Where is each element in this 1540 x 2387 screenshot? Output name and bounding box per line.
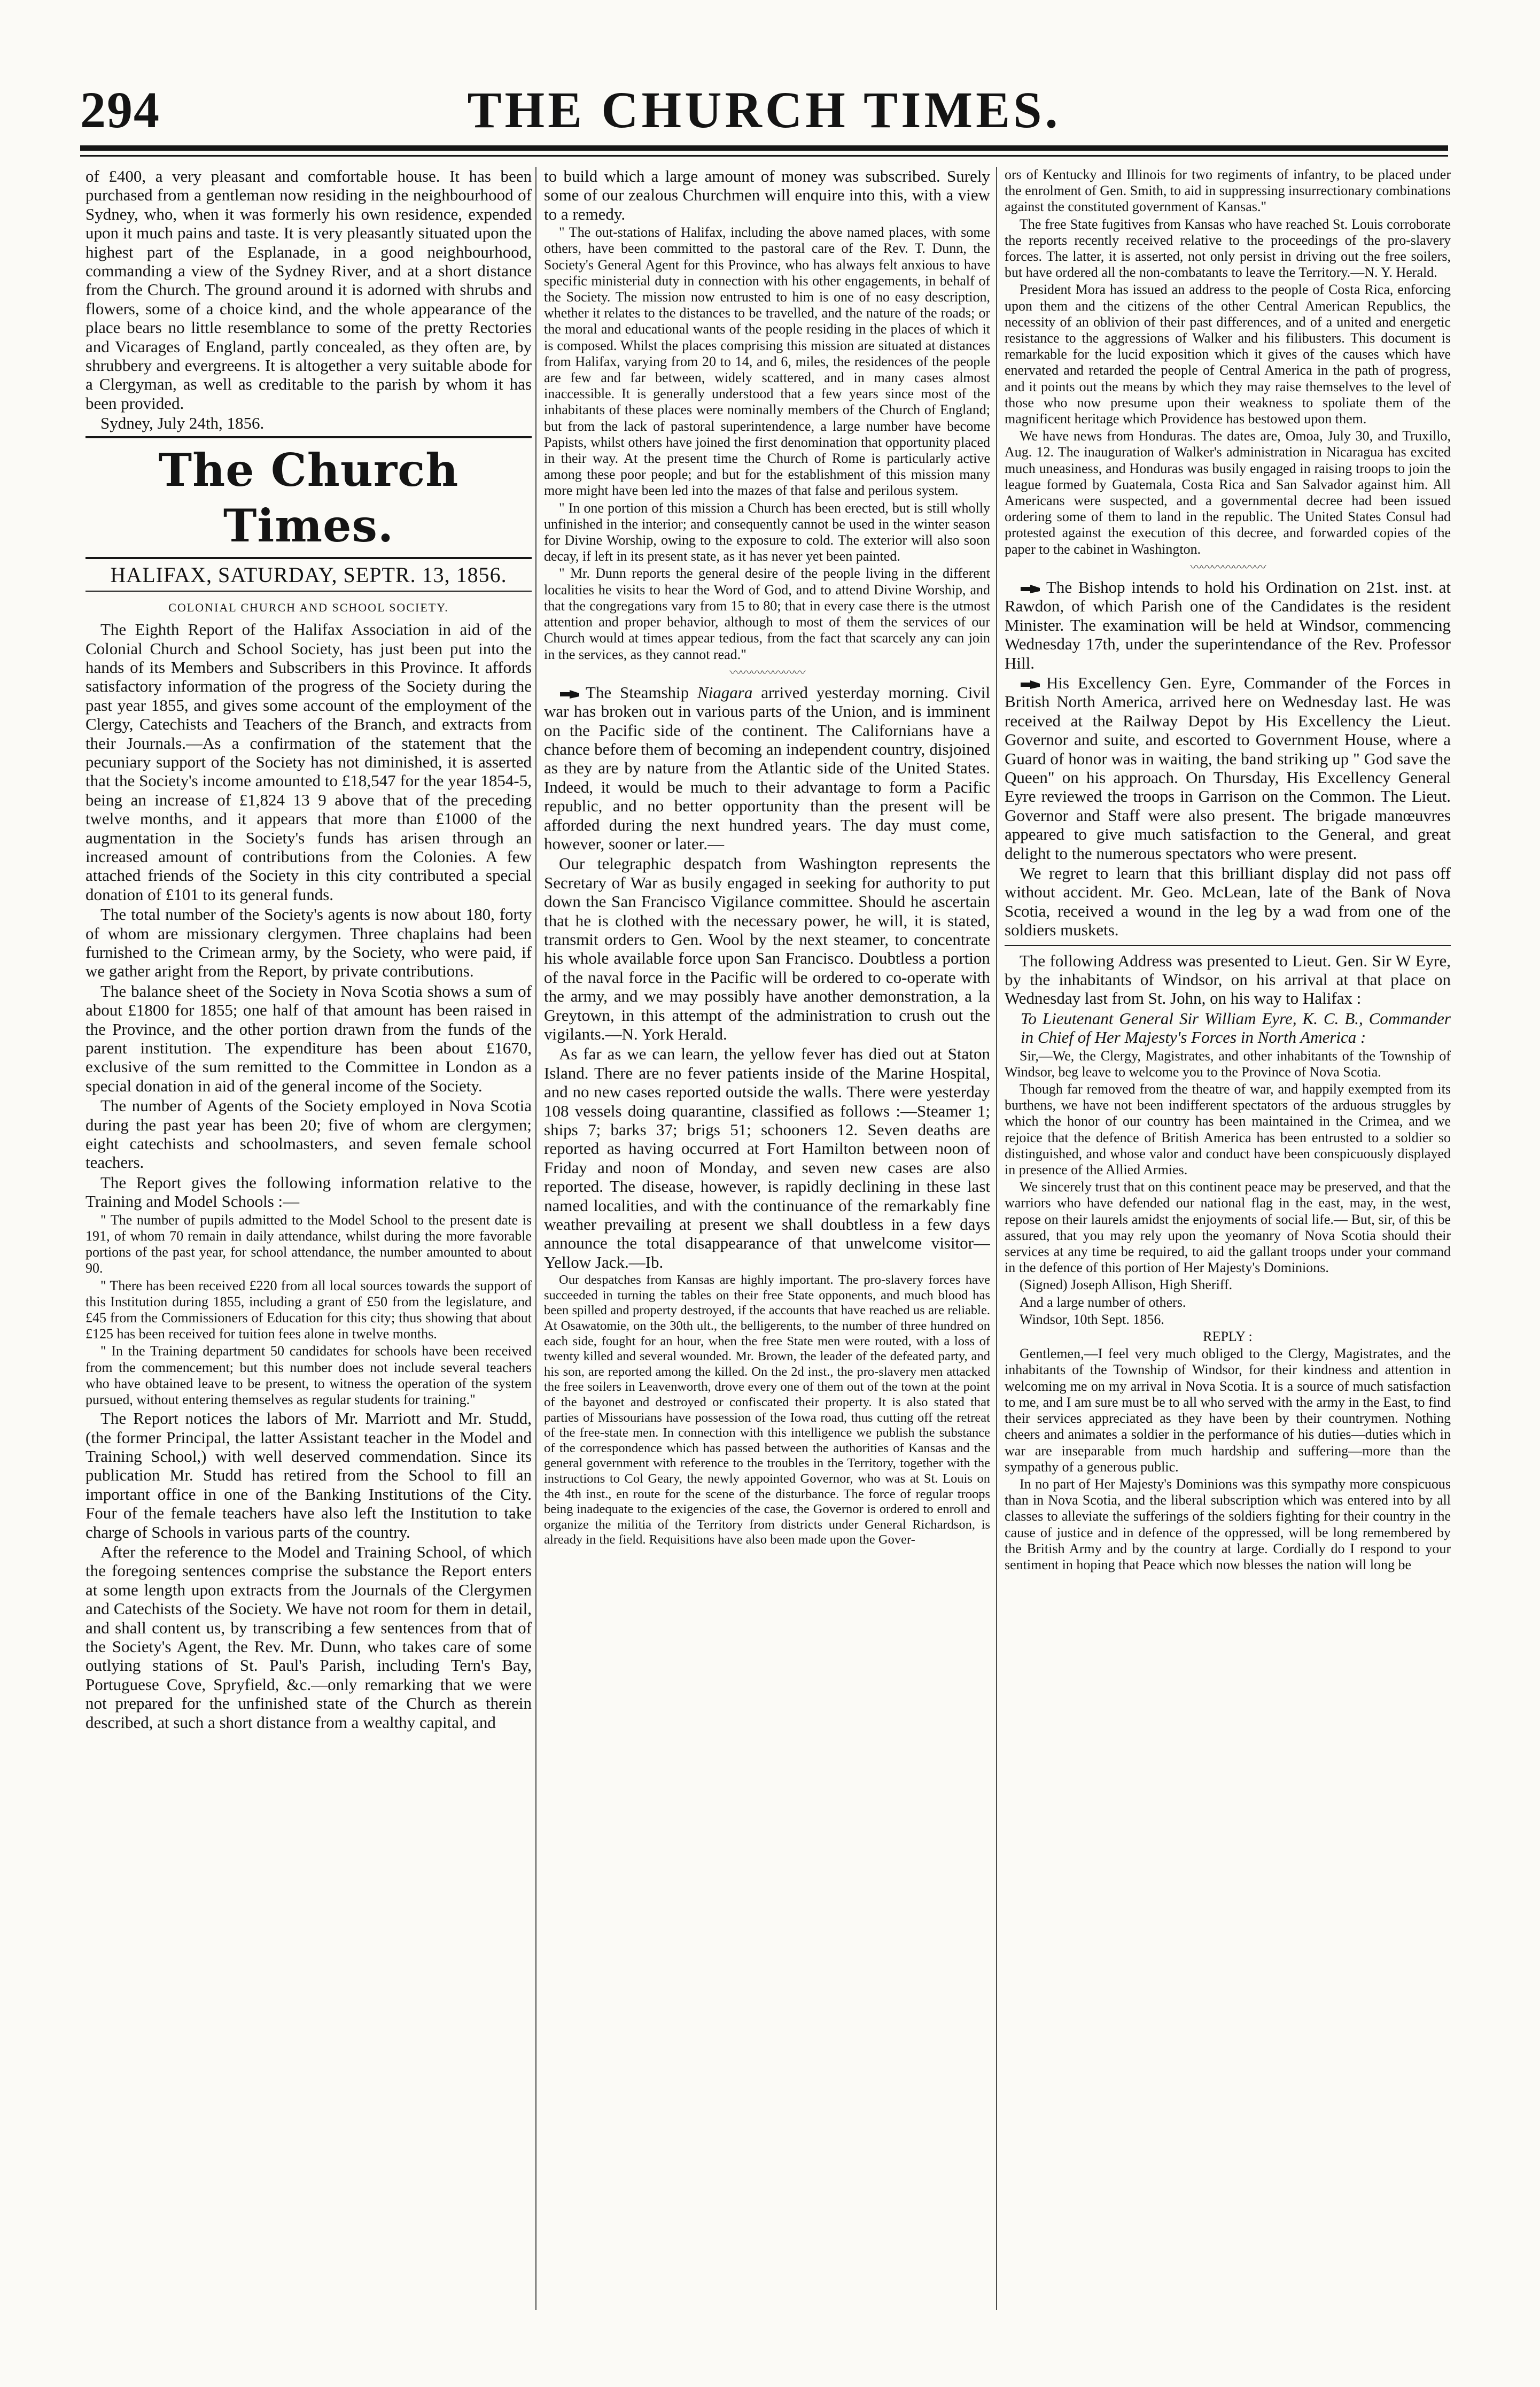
article-paragraph: The Report notices the labors of Mr. Marriott and Mr. Studd, (the former Principal, the latter Assistant teacher in the Model and Training School,) with well deserved commendation. Since its publication Mr. Studd has retired from the School to fill an important office in one of the Banking Institutions of the City. Four of the female teachers have also left the Institution to take charge of Schools in various parts of the country.	[85, 1409, 532, 1541]
news-item-lead: The Steamship	[586, 683, 689, 702]
column-divider	[535, 167, 536, 2310]
place-date: Windsor, 10th Sept. 1856.	[1020, 1311, 1164, 1327]
pointing-hand-icon	[1020, 583, 1042, 595]
header-rule-thick	[80, 145, 1448, 151]
reply-paragraph: Gentlemen,—I feel very much obliged to the Clergy, Magistrates, and the inhabitants of the Township of Windsor, for their kindness and attention in welcoming me on my arrival in Nova Scotia. It is a source of much satisfaction to me, and I am sure must be to all who served with the army in the East, to find their services appreciated as they have been by their countrymen. Nothing cheers and animates a soldier in the performance of his duties—duties which in war are inseparable from much hardship and suffering—more than the sympathy of a generous public.	[1005, 1346, 1451, 1475]
separator-ornament: 〰〰〰〰〰〰〰	[729, 665, 805, 679]
address-paragraph: Though far removed from the theatre of war, and happily exempted from its burthens, we have not been indifferent spectators of the arduous struggles by which the honor of our country has been maintained in the Crimea, and we rejoice that the defence of British America has been entrusted to a soldier so distinguished, and whose valor and conduct have been conspicuously displayed in presence of the Allied Armies.	[1005, 1081, 1451, 1178]
signatories-note: And a large number of others.	[1020, 1294, 1186, 1310]
address-paragraph: Sir,—We, the Clergy, Magistrates, and other inhabitants of the Township of Windsor, beg leave to welcome you to the Province of Nova Scotia.	[1005, 1048, 1451, 1080]
separator-rule	[1005, 945, 1451, 946]
page-number: 294	[80, 81, 160, 138]
quoted-paragraph: " Mr. Dunn reports the general desire of the people living in the different localities he visits to hear the Word of God, and to attend Divine Worship, and that the congregations vary from 15 to 80; that in every case there is the utmost attention and proper behavior, although to most of them the services of our Church would at times appear tedious, from the fact that scarcely any can join in the services, as they cannot read."	[544, 565, 990, 662]
quoted-paragraph: " The number of pupils admitted to the Model School to the present date is 191, of whom 70 remain in daily attendance, whilst during the more favorable portions of the past year, for school attendance, the number amounted to about 90.	[85, 1212, 532, 1276]
quoted-paragraph: " In the Training department 50 candidates for schools have been received from the commencement; but this number does not include several teachers who have obtained leave to be present, to witness the operation of the system pursued, without entering themselves as regular students for training."	[85, 1343, 532, 1407]
masthead-rule	[85, 557, 532, 559]
article-paragraph: The free State fugitives from Kansas who have reached St. Louis corroborate the reports recently received relative to the proceedings of the pro-slavery forces. The latter, it is asserted, not only persist in driving out the free soilers, but have ordered all the non-combatants to leave the Territory.—N. Y. Herald.	[1005, 216, 1451, 281]
dateline-rule	[85, 591, 532, 592]
article-paragraph: The following Address was presented to Lieut. Gen. Sir W Eyre, by the inhabitants of Windsor, on his arrival at that place on Wednesday last from St. John, on his way to Halifax :	[1005, 951, 1451, 1008]
news-item	[544, 683, 990, 854]
signature: (Signed) Joseph Allison, High Sheriff.	[1020, 1277, 1233, 1293]
pointing-hand-icon	[1020, 678, 1042, 691]
address-paragraph: We sincerely trust that on this continent peace may be preserved, and that the warriors who have defended our national flag in the east, may, in the west, repose on their laurels amidst the enjoyments of social life.— But, sir, of this be assured, that you may rely upon the yeomanry of Nova Scotia should their services at any time be required, to aid the gallant troops under your command in the defence of this portion of Her Majesty's Dominions.	[1005, 1179, 1451, 1276]
article-continuation: to build which a large amount of money was subscribed. Surely some of our zealous Churchmen will enquire into this, with a view to a remedy.	[544, 167, 990, 223]
pointing-hand-icon	[559, 688, 581, 701]
address-salutation: To Lieutenant General Sir William Eyre, K. C. B., Commander in Chief of Her Majesty's Forces in North America :	[1021, 1009, 1451, 1047]
article-paragraph: Our telegraphic despatch from Washington represents the Secretary of War as busily engaged in seeking for authority to put down the San Francisco Vigilance committee. Should he ascertain that he is clothed with the necessary power, he will, it is stated, transmit orders to Gen. Wool by the next steamer, to concentrate his whole available force upon San Francisco. Doubtless a portion of the naval force in the Pacific will be ordered to co-operate with the army, and we may possibly have another demonstration, a la Greytown, in this attempt of the administration to crush out the vigilants.—N. York Herald.	[544, 854, 990, 1044]
article-paragraph: The total number of the Society's agents is now about 180, forty of whom are missionary clergymen. Three chaplains had been furnished to the Crimean army, by the Society, who were paid, if we gather aright from the Report, by private contributions.	[85, 905, 532, 981]
article-paragraph: After the reference to the Model and Training School, of which the foregoing sentences comprise the substance the Report enters at some length upon extracts from the Journals of the Clergymen and Catechists of the Society. We have not room for them in detail, and shall content us, by transcribing a few sentences from that of the Society's Agent, the Rev. Mr. Dunn, who takes care of some outlying stations of St. Paul's Parish, including Tern's Bay, Portuguese Cove, Spryfield, &c.—only remarking that we were not prepared for the unfinished state of the Church as therein described, at such a short distance from a wealthy capital, and	[85, 1542, 532, 1732]
page-header	[80, 80, 1448, 155]
reply-heading: REPLY :	[1203, 1329, 1253, 1345]
column-1	[85, 167, 532, 2315]
article-paragraph: The Report gives the following information relative to the Training and Model Schools :—	[85, 1173, 532, 1211]
article-paragraph: The Eighth Report of the Halifax Association in aid of the Colonial Church and School Society, has just been put into the hands of its Members and Subscribers in this Province. It affords satisfactory information of the progress of the Society during the past year 1855, and gives some account of the employment of the Clergy, Catechists and Teachers of the Branch, and extracts from their Journals.—As a confirmation of the statement that the pecuniary support of the Society has not diminished, it is asserted that the Society's income amounted to £18,547 for the year 1854-5, being an increase of £1,824 13 9 above that of the preceding twelve months, and it appears that more than £1000 of the augmentation in the Society's funds has arisen through an increased amount of contributions from the Colonies. A few attached friends of the Society in this city contributed a special donation of £101 to its general funds.	[85, 620, 532, 904]
article-paragraph: The number of Agents of the Society employed in Nova Scotia during the past year has been 20; five of whom are clergymen; eight catechists and schoolmasters, and seven female school teachers.	[85, 1096, 532, 1172]
header-rule-thin	[80, 155, 1448, 157]
article-paragraph: President Mora has issued an address to the people of Costa Rica, enforcing upon them and the citizens of the other Central American Republics, the necessity of an oblivion of their past differences, and of a united and energetic resistance to the aggressions of Walker and his filibusters. This document is remarkable for the lucid exposition which it gives of the causes which have enervated and retarded the people of Central America in the path of progress, and it points out the means by which they may raise themselves to the level of those who now presume upon their weakness to spoliate them of the magnificent heritage which Providence has bestowed upon them.	[1005, 282, 1451, 427]
article-paragraph: As far as we can learn, the yellow fever has died out at Staton Island. There are no fever patients inside of the Marine Hospital, and no new cases reported outside the walls. There were yesterday 108 vessels doing quarantine, classified as follows :—Steamer 1; ships 7; barks 37; brigs 51; schooners 12. Seven deaths are reported as having occurred at Fort Hamilton between noon of Friday and noon of Monday, and seven new cases are also reported. The disease, however, is rapidly declining in these last named localities, and with the continuance of the remarkably fine weather prevailing at present we shall doubtless in a few days announce the total disappearance of that unwelcome visitor—Yellow Jack.—Ib.	[544, 1044, 990, 1272]
quoted-paragraph: " The out-stations of Halifax, including the above named places, with some others, have been committed to the pastoral care of the Rev. T. Dunn, the Society's General Agent for this Province, who has always felt anxious to have specific ministerial duty in connection with his other engagements, in behalf of the Society. The mission now entrusted to him is one of no easy description, whether it relates to the distances to be travelled, and the nature of the roads; or the moral and educational wants of the people residing in the places of which it is composed. Whilst the places comprising this mission are situated at distances from Halifax, varying from 20 to 14, and 6, miles, the residences of the people are few and far between, widely scattered, and in many cases almost inaccessible. It is generally understood that a few years since most of the inhabitants of these places were nominally members of the Church of England; but from the lack of pastoral superintendence, a large number have become Papists, whilst others have joined the first denomination that opportunity placed in their way. At the present time the Church of Rome is particularly active among these poor people; and but for the establishment of this mission many more might have been led into the mazes of that false and perilous system.	[544, 224, 990, 499]
news-item: His Excellency Gen. Eyre, Commander of the Forces in British North America, arrived here on Wednesday last. He was received at the Railway Depot by His Excellency the Lieut. Governor and suite, and escorted to Government House, where a Guard of honor was in waiting, the band striking up " God save the Queen" on his approach. On Thursday, His Excellency General Eyre reviewed the troops in Garrison on the Common. The Lieut. Governor and Staff were also present. The brigade manœuvres appeared to give much satisfaction to the General, and great delight to the numerous spectators who were present.	[1005, 673, 1451, 863]
article-paragraph: We have news from Honduras. The dates are, Omoa, July 30, and Truxillo, Aug. 12. The inauguration of Walker's administration in Nicaragua has excited much uneasiness, and Honduras was busily engaged in raising troops to join the league formed by Guatemala, Costa Rica and San Salvador against him. All Americans were suspected, and a governmental decree had been issued ordering some of them to land in the republic. The United States Consul had protested against the execution of this decree, and forwarded copies of the paper to the cabinet in Washington.	[1005, 428, 1451, 557]
running-title: THE CHURCH TIMES.	[467, 81, 1061, 138]
quoted-paragraph: " There has been received £220 from all local sources towards the support of this Institution during 1855, including a grant of £50 from the legislature, and £45 from the Commissioners of Education for this city; thus showing that about £125 has been received for tuition fees alone in twelve months.	[85, 1277, 532, 1342]
masthead: The Church Times.	[158, 443, 459, 552]
column-2	[544, 167, 990, 2315]
column-3	[1005, 167, 1451, 2315]
dateline: Sydney, July 24th, 1856.	[100, 414, 265, 433]
masthead-rule-top	[85, 436, 532, 438]
issue-dateline: HALIFAX, SATURDAY, SEPTR. 13, 1856.	[110, 562, 507, 587]
article-continuation: ors of Kentucky and Illinois for two regiments of infantry, to be placed under the enrolment of Gen. Smith, to aid in suppressing insurrectionary combinations against the constituted government of Kansas."	[1005, 167, 1451, 215]
quoted-paragraph: " In one portion of this mission a Church has been erected, but is still wholly unfinished in the interior; and consequently cannot be used in the winter season for Divine Worship, owing to the exposure to cold. The exterior will also soon decay, if left in its present state, as it has never yet been painted.	[544, 500, 990, 564]
section-heading: COLONIAL CHURCH AND SCHOOL SOCIETY.	[168, 600, 449, 614]
article-paragraph: Our despatches from Kansas are highly important. The pro-slavery forces have succeeded in turning the tables on their free State opponents, and much blood has been spilled and property destroyed, if the accounts that have reached us are reliable. At Osawatomie, on the 30th ult., the belligerents, to the number of three hundred on each side, fought for an hour, when the free State men were routed, with a loss of twenty killed and several wounded. Mr. Brown, the leader of the defeated party, and his son, are reported among the killed. On the 2d inst., the pro-slavery men attacked the free soilers in Leavenworth, drove every one of them out of the town at the point of the bayonet and destroyed or confiscated their property. It is also stated that parties of Missourians have possession of the Iowa road, thus cutting off the retreat of the free-state men. In connection with this intelligence we publish the substance of the correspondence which has passed between the authorities of Kansas and the general government with reference to the troubles in the Territory, together with the instructions to Col Geary, the newly appointed Governor, who was at St. Louis on the 4th inst., en route for the scene of the disturbance. The force of regular troops being inadequate to the exigencies of the case, the Governor is ordered to enroll and organize the militia of the Territory from districts under General Richardson, is already in the field. Requisitions have also been made upon the Gover-	[544, 1273, 990, 1547]
news-item-body: arrived yesterday morning. Civil war has broken out in various parts of the Union, and is imminent on the Pacific side of the continent. The Californians have a chance before them of becoming an independent country, disjoined as they are by nature from the Atlantic side of the United States. Indeed, it would be much to their advantage to form a Pacific republic, and no better opportunity than the present will be afforded during the next hundred years. The day must come, however, sooner or later.—	[544, 683, 990, 853]
article-paragraph: The balance sheet of the Society in Nova Scotia shows a sum of about £1800 for 1855; one half of that amount has been raised in the Province, and the other portion drawn from the funds of the parent institution. The expenditure has been about £1670, exclusive of the sum remitted to the Committee in London as a special donation in aid of the general income of the Society.	[85, 981, 532, 1095]
column-divider	[996, 167, 997, 2310]
news-item: The Bishop intends to hold his Ordination on 21st. inst. at Rawdon, of which Parish one of the Candidates is the resident Minister. The examination will be held at Windsor, commencing Wednesday 17th, under the superintendance of the Rev. Professor Hill.	[1005, 577, 1451, 672]
ship-name: Niagara	[697, 683, 753, 702]
reply-paragraph: In no part of Her Majesty's Dominions was this sympathy more conspicuous than in Nova Scotia, and the liberal subscription which was entered into by all classes to alleviate the sufferings of the soldiers fighting for their country in the cause of justice and in defence of the oppressed, will be long remembered by the British Army and by the country at large. Cordially do I respond to your sentiment in hoping that Peace which now blesses the nation will long be	[1005, 1476, 1451, 1572]
article-continuation: of £400, a very pleasant and comfortable house. It has been purchased from a gentleman now residing in the neighbourhood of Sydney, who, when it was formerly his own residence, expended upon it much pains and taste. It is very pleasantly situated upon the highest part of the Esplanade, in a good neighbourhood, commanding a view of the Sydney River, and at a short distance from the Church. The ground around it is adorned with shrubs and flowers, some of a choice kind, and the whole appearance of the place bears no little resemblance to some of the pretty Rectories and Vicarages of England, partly concealed, as they often are, by shrubbery and evergreens. It is altogether a very suitable abode for a Clergyman, as well as creditable to the parish by whom it has been provided.	[85, 167, 532, 413]
article-paragraph: We regret to learn that this brilliant display did not pass off without accident. Mr. Geo. McLean, late of the Bank of Nova Scotia, received a wound in the leg by a wad from one of the soldiers muskets.	[1005, 863, 1451, 940]
separator-ornament: 〰〰〰〰〰〰〰	[1190, 560, 1265, 574]
